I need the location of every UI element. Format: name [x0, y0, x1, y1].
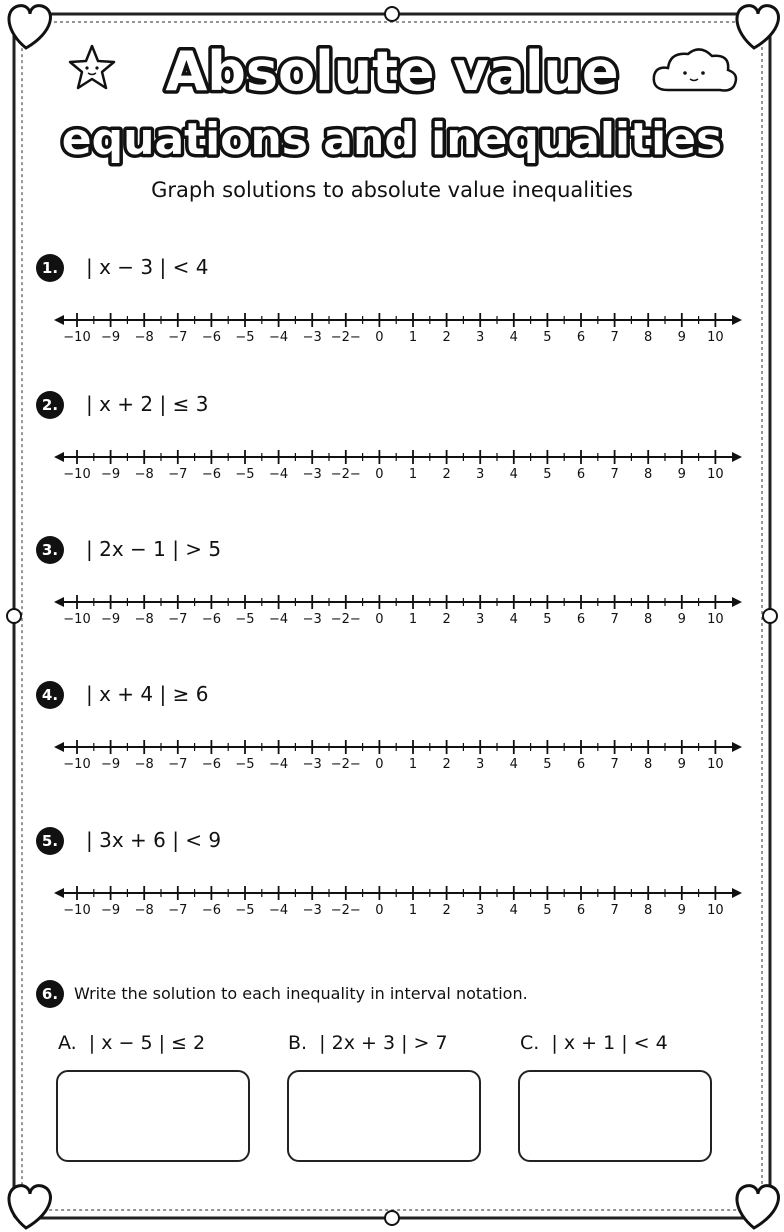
tick-label: 0	[375, 467, 384, 481]
tick-label: −2−	[330, 757, 361, 771]
border-ornament	[385, 1211, 399, 1225]
tick-label: −4	[269, 757, 289, 771]
tick-label: −2−	[330, 467, 361, 481]
tick-label: 10	[707, 612, 724, 626]
tick-label: 4	[509, 612, 518, 626]
tick-label: 3	[476, 330, 485, 344]
number-line[interactable]	[50, 721, 750, 771]
tick-label: 1	[408, 903, 418, 917]
tick-label: 0	[375, 612, 384, 626]
tick-label: 9	[677, 757, 686, 771]
tick-label: 6	[576, 903, 586, 917]
problem-6-instruction: Write the solution to each inequality in interval notation.	[74, 984, 528, 1003]
tick-label: −7	[168, 467, 188, 481]
tick-label: 2	[442, 612, 451, 626]
tick-label: 5	[543, 467, 552, 481]
tick-label: −2−	[330, 612, 361, 626]
problem-number-badge: 4.	[36, 681, 64, 709]
tick-label: 4	[509, 330, 518, 344]
arrow-right-icon	[732, 742, 742, 752]
tick-label: −5	[235, 903, 255, 917]
tick-label: 5	[543, 330, 552, 344]
tick-label: −6	[201, 757, 221, 771]
tick-label: 9	[677, 903, 686, 917]
tick-label: 3	[476, 467, 485, 481]
part-letter: B.	[288, 1032, 308, 1054]
tick-label: 4	[509, 757, 518, 771]
inequality-expression: | x + 2 | ≤ 3	[86, 392, 209, 416]
title-line-1: Absolute value	[165, 40, 619, 103]
cloud-icon	[654, 49, 736, 90]
tick-label: 9	[677, 467, 686, 481]
tick-label: 1	[408, 467, 418, 481]
number-line[interactable]	[50, 431, 750, 481]
tick-label: 7	[610, 757, 619, 771]
tick-label: 3	[476, 903, 485, 917]
arrow-right-icon	[732, 888, 742, 898]
tick-label: −8	[134, 612, 154, 626]
subtitle: Graph solutions to absolute value inequalities	[151, 178, 633, 202]
tick-label: −3	[302, 903, 322, 917]
problem-6	[0, 980, 784, 1180]
tick-label: −9	[101, 612, 121, 626]
part-c-label	[520, 1032, 668, 1054]
arrow-right-icon	[732, 597, 742, 607]
tick-label: 9	[677, 612, 686, 626]
inequality-expression: | x − 3 | < 4	[86, 255, 209, 279]
tick-label: 10	[707, 903, 724, 917]
part-letter: A.	[58, 1032, 77, 1054]
tick-label: −2−	[330, 330, 361, 344]
tick-label: −4	[269, 330, 289, 344]
tick-label: −5	[235, 757, 255, 771]
tick-label: −4	[269, 612, 289, 626]
tick-label: −9	[101, 903, 121, 917]
part-b-label	[288, 1032, 448, 1054]
tick-label: −10	[63, 467, 91, 481]
tick-label: −10	[63, 330, 91, 344]
tick-label: −6	[201, 903, 221, 917]
tick-label: −7	[168, 757, 188, 771]
tick-label: 1	[408, 757, 418, 771]
problem-number-badge: 5.	[36, 827, 64, 855]
tick-label: −9	[101, 467, 121, 481]
tick-label: −5	[235, 612, 255, 626]
part-expression: | 2x + 3 | > 7	[319, 1032, 448, 1054]
part-a-label	[58, 1032, 205, 1054]
arrow-left-icon	[54, 742, 64, 752]
tick-label: −8	[134, 903, 154, 917]
number-line[interactable]	[50, 576, 750, 626]
tick-label: 0	[375, 903, 384, 917]
tick-label: −8	[134, 757, 154, 771]
tick-label: 3	[476, 612, 485, 626]
tick-label: −7	[168, 330, 188, 344]
tick-label: 1	[408, 330, 418, 344]
tick-label: 5	[543, 903, 552, 917]
tick-label: −8	[134, 330, 154, 344]
tick-label: −4	[269, 903, 289, 917]
problem-2	[0, 391, 784, 511]
tick-label: 2	[442, 757, 451, 771]
tick-label: 7	[610, 330, 619, 344]
problem-number-badge: 1.	[36, 254, 64, 282]
tick-label: 7	[610, 903, 619, 917]
tick-label: −6	[201, 612, 221, 626]
tick-label: 4	[509, 903, 518, 917]
tick-label: −9	[101, 757, 121, 771]
arrow-right-icon	[732, 315, 742, 325]
arrow-left-icon	[54, 597, 64, 607]
tick-label: 8	[644, 757, 653, 771]
tick-label: −7	[168, 903, 188, 917]
tick-label: 0	[375, 757, 384, 771]
tick-label: −10	[63, 903, 91, 917]
tick-label: −2−	[330, 903, 361, 917]
arrow-left-icon	[54, 452, 64, 462]
tick-label: −5	[235, 467, 255, 481]
arrow-right-icon	[732, 452, 742, 462]
tick-label: 7	[610, 612, 619, 626]
tick-label: −10	[63, 757, 91, 771]
tick-label: 8	[644, 330, 653, 344]
problem-4	[0, 681, 784, 801]
tick-label: −4	[269, 467, 289, 481]
arrow-left-icon	[54, 315, 64, 325]
problem-number-badge: 2.	[36, 391, 64, 419]
problem-number-badge: 6.	[36, 980, 64, 1008]
part-expression: | x + 1 | < 4	[551, 1032, 668, 1054]
tick-label: 8	[644, 467, 653, 481]
arrow-left-icon	[54, 888, 64, 898]
tick-label: 9	[677, 330, 686, 344]
inequality-expression: | 2x − 1 | > 5	[86, 537, 222, 561]
part-letter: C.	[520, 1032, 540, 1054]
tick-label: −6	[201, 467, 221, 481]
tick-label: −9	[101, 330, 121, 344]
tick-label: −3	[302, 467, 322, 481]
tick-label: −3	[302, 757, 322, 771]
tick-label: 4	[509, 467, 518, 481]
corner-heart-icon	[737, 1186, 779, 1228]
tick-label: −3	[302, 612, 322, 626]
part-expression: | x − 5 | ≤ 2	[88, 1032, 206, 1054]
inequality-expression: | 3x + 6 | < 9	[86, 828, 222, 852]
tick-label: 10	[707, 467, 724, 481]
tick-label: 3	[476, 757, 485, 771]
answer-box-c[interactable]	[518, 1070, 712, 1162]
answer-box-a[interactable]	[56, 1070, 250, 1162]
problem-5	[0, 827, 784, 947]
corner-heart-icon	[9, 1186, 51, 1228]
tick-label: −3	[302, 330, 322, 344]
tick-label: −8	[134, 467, 154, 481]
problem-3	[0, 536, 784, 656]
inequality-expression: | x + 4 | ≥ 6	[86, 682, 209, 706]
tick-label: 7	[610, 467, 619, 481]
problem-1	[0, 254, 784, 374]
tick-label: 8	[644, 612, 653, 626]
tick-label: −10	[63, 612, 91, 626]
tick-label: −5	[235, 330, 255, 344]
tick-label: 6	[576, 330, 586, 344]
title-line-2: equations and inequalities	[61, 114, 723, 165]
tick-label: 10	[707, 330, 724, 344]
tick-label: 2	[442, 903, 451, 917]
tick-label: 0	[375, 330, 384, 344]
tick-label: 6	[576, 467, 586, 481]
tick-label: −6	[201, 330, 221, 344]
answer-box-b[interactable]	[287, 1070, 481, 1162]
border-ornament	[385, 7, 399, 21]
tick-label: 10	[707, 757, 724, 771]
number-line[interactable]	[50, 867, 750, 917]
problem-number-badge: 3.	[36, 536, 64, 564]
number-line[interactable]	[50, 294, 750, 344]
tick-label: 6	[576, 757, 586, 771]
tick-label: 6	[576, 612, 586, 626]
tick-label: 2	[442, 330, 451, 344]
tick-label: 5	[543, 612, 552, 626]
tick-label: 5	[543, 757, 552, 771]
tick-label: 2	[442, 467, 451, 481]
tick-label: 8	[644, 903, 653, 917]
page-title	[40, 28, 744, 168]
tick-label: −7	[168, 612, 188, 626]
star-icon	[70, 46, 114, 88]
tick-label: 1	[408, 612, 418, 626]
